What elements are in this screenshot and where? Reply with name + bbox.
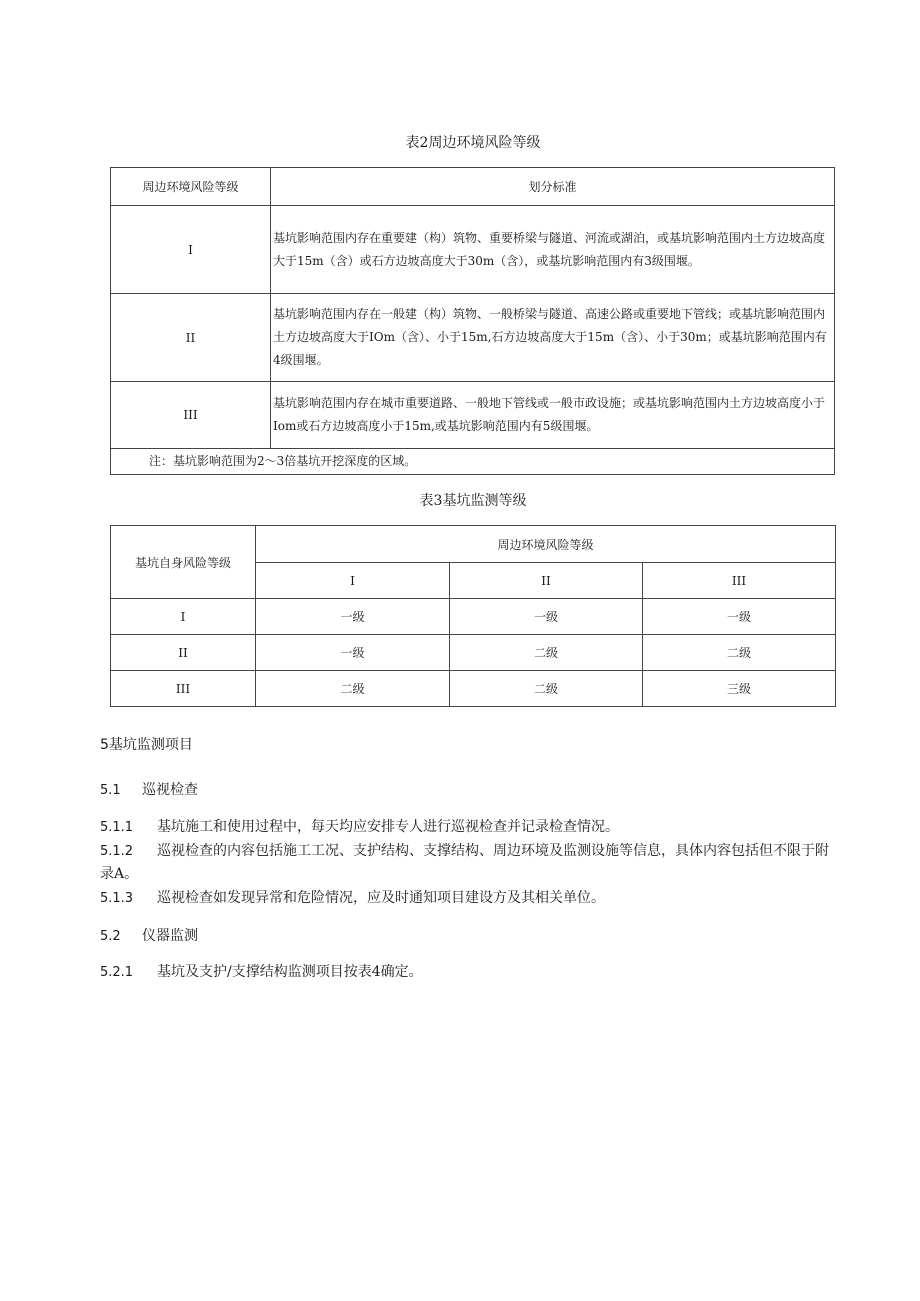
table2-row3-level: III [111,382,271,449]
section-5-1-3-text: 巡视检查如发现异常和危险情况，应及时通知项目建设方及其相关单位。 [157,890,605,906]
table-row [111,671,836,707]
section-number: 5.1 [100,783,121,798]
table2-header-criteria: 划分标准 [271,168,835,206]
table2-header-level: 周边环境风险等级 [111,168,271,206]
section-5-1-title: 巡视检查 [142,782,198,798]
table3-col-1: I [256,563,450,599]
section-5-2-1-text: 基坑及支护/支撑结构监测项目按表4确定。 [157,964,423,980]
table-row [111,599,836,635]
table3-cell: 三级 [643,671,836,707]
table2-environment-risk [110,167,835,475]
table3-cell: 一级 [256,635,450,671]
table2-note: 注：基坑影响范围为2～3倍基坑开挖深度的区域。 [111,449,835,475]
section-5-1 [100,779,840,802]
section-number: 5.2 [100,929,121,944]
section-5-1-1-text: 基坑施工和使用过程中，每天均应安排专人进行巡视检查并记录检查情况。 [157,819,619,835]
table3-cell: 二级 [256,671,450,707]
table2-caption: 表2周边环境风险等级 [405,135,541,151]
table3-row3-label: III [111,671,256,707]
section-number: 5.1.1 [100,820,134,835]
table2-row1-level: I [111,206,271,294]
table3-cell: 一级 [256,599,450,635]
table3-cell: 一级 [643,599,836,635]
table3-row-header: 基坑自身风险等级 [111,526,256,599]
table3-col-header: 周边环境风险等级 [256,526,836,563]
table-row [111,382,835,449]
section-number: 5.1.3 [100,891,134,906]
section-5-1-3 [100,887,840,910]
table3-monitoring-level [110,525,836,707]
table2-row3-criteria: 基坑影响范围内存在城市重要道路、一般地下管线或一般市政设施；或基坑影响范围内土方边坡高度小于Iom或石方边坡高度小于15m,或基坑影响范围内有5级围堰。 [271,382,835,449]
table3-row1-label: I [111,599,256,635]
table-row [111,635,836,671]
table2-row2-level: II [111,294,271,382]
section-5-1-2 [100,840,842,885]
table-row [111,294,835,382]
section-5-1-1 [100,816,840,839]
table3-caption: 表3基坑监测等级 [419,493,527,509]
section-5-2 [100,925,840,948]
table2-row2-criteria: 基坑影响范围内存在一般建（构）筑物、一般桥梁与隧道、高速公路或重要地下管线；或基坑影响范围内土方边坡高度大于IOm（含）、小于15m,石方边坡高度大于15m（含）、小于30m；或基坑影响范围内有4级围堰。 [271,294,835,382]
table3-col-3: III [643,563,836,599]
section-number: 5.2.1 [100,965,134,980]
section-number: 5.1.2 [100,844,134,859]
section-5-heading: 5基坑监测项目 [100,737,193,753]
section-5-2-1 [100,961,840,984]
table-row [111,206,835,294]
section-5-2-title: 仪器监测 [142,928,198,944]
table3-col-2: II [450,563,643,599]
table3-row2-label: II [111,635,256,671]
table3-cell: 二级 [450,671,643,707]
table2-row1-criteria: 基坑影响范围内存在重要建（构）筑物、重要桥梁与隧道、河流或湖泊，或基坑影响范围内土方边坡高度大于15m（含）或石方边坡高度大于30m（含），或基坑影响范围内有3级围堰。 [271,206,835,294]
table3-cell: 一级 [450,599,643,635]
table3-cell: 二级 [450,635,643,671]
section-5-1-2-text: 巡视检查的内容包括施工工况、支护结构、支撑结构、周边环境及监测设施等信息，具体内容包括但不限于附录A。 [100,843,829,882]
table3-cell: 二级 [643,635,836,671]
